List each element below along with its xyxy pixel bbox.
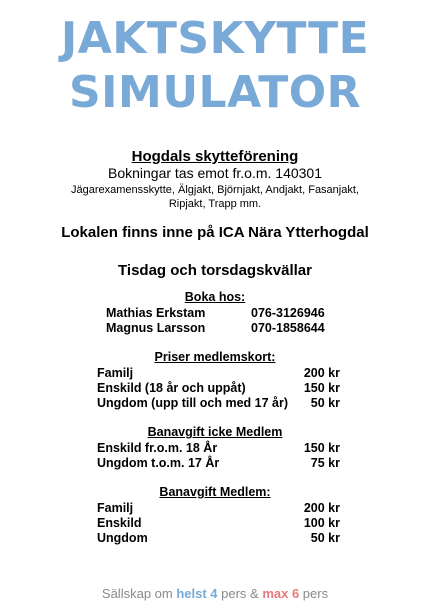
hunting-types bbox=[0, 183, 430, 211]
hunting-types-line-2: Ripjakt, Trapp mm. bbox=[168, 198, 262, 210]
contact-name: Mathias Erkstam bbox=[106, 306, 206, 320]
footer-text: Sällskap om bbox=[101, 586, 177, 601]
fee-nonmember-title: Banavgift icke Medlem bbox=[147, 425, 283, 439]
price-label: Enskild (18 år och uppåt) bbox=[97, 381, 246, 395]
price-label: Enskild fr.o.m. 18 År bbox=[97, 441, 218, 455]
price-value: 100 kr bbox=[303, 516, 340, 530]
price-label: Ungdom bbox=[97, 531, 148, 545]
footer-highlight-preferred: helst 4 bbox=[176, 586, 218, 601]
price-value: 150 kr bbox=[303, 441, 340, 455]
membership-title: Priser medlemskort: bbox=[154, 350, 276, 364]
contact-name: Magnus Larsson bbox=[106, 321, 206, 335]
booking-info: Bokningar tas emot fr.o.m. 140301 bbox=[107, 165, 322, 181]
fee-member-title: Banavgift Medlem: bbox=[159, 485, 271, 499]
price-value: 50 kr bbox=[310, 396, 340, 410]
price-label: Ungdom t.o.m. 17 År bbox=[97, 456, 220, 470]
footer-text: pers & bbox=[217, 586, 263, 601]
group-size-note bbox=[0, 586, 430, 601]
club-name: Hogdals skytteförening bbox=[131, 148, 299, 165]
price-label: Ungdom (upp till och med 17 år) bbox=[97, 396, 288, 410]
footer-highlight-max: max 6 bbox=[262, 586, 300, 601]
price-label: Familj bbox=[97, 501, 134, 515]
contacts-title: Boka hos: bbox=[184, 290, 246, 304]
price-value: 200 kr bbox=[303, 501, 340, 515]
price-value: 200 kr bbox=[303, 366, 340, 380]
location-text: Lokalen finns inne på ICA Nära Ytterhogdal bbox=[61, 224, 369, 241]
hunting-types-line-1: Jägarexamensskytte, Älgjakt, Björnjakt, Andjakt, Fasanjakt, bbox=[71, 184, 359, 196]
contact-phone: 076-3126946 bbox=[251, 306, 325, 320]
price-value: 150 kr bbox=[303, 381, 340, 395]
price-value: 50 kr bbox=[310, 531, 340, 545]
price-label: Enskild bbox=[97, 516, 142, 530]
contact-phone: 070-1858644 bbox=[251, 321, 325, 335]
title-line-2: SIMULATOR bbox=[68, 67, 362, 118]
title-line-1: JAKTSKYTTE bbox=[60, 13, 370, 64]
days-text: Tisdag och torsdagskvällar bbox=[118, 262, 312, 279]
footer-text: pers bbox=[299, 586, 329, 601]
price-label: Familj bbox=[97, 366, 134, 380]
price-value: 75 kr bbox=[310, 456, 340, 470]
